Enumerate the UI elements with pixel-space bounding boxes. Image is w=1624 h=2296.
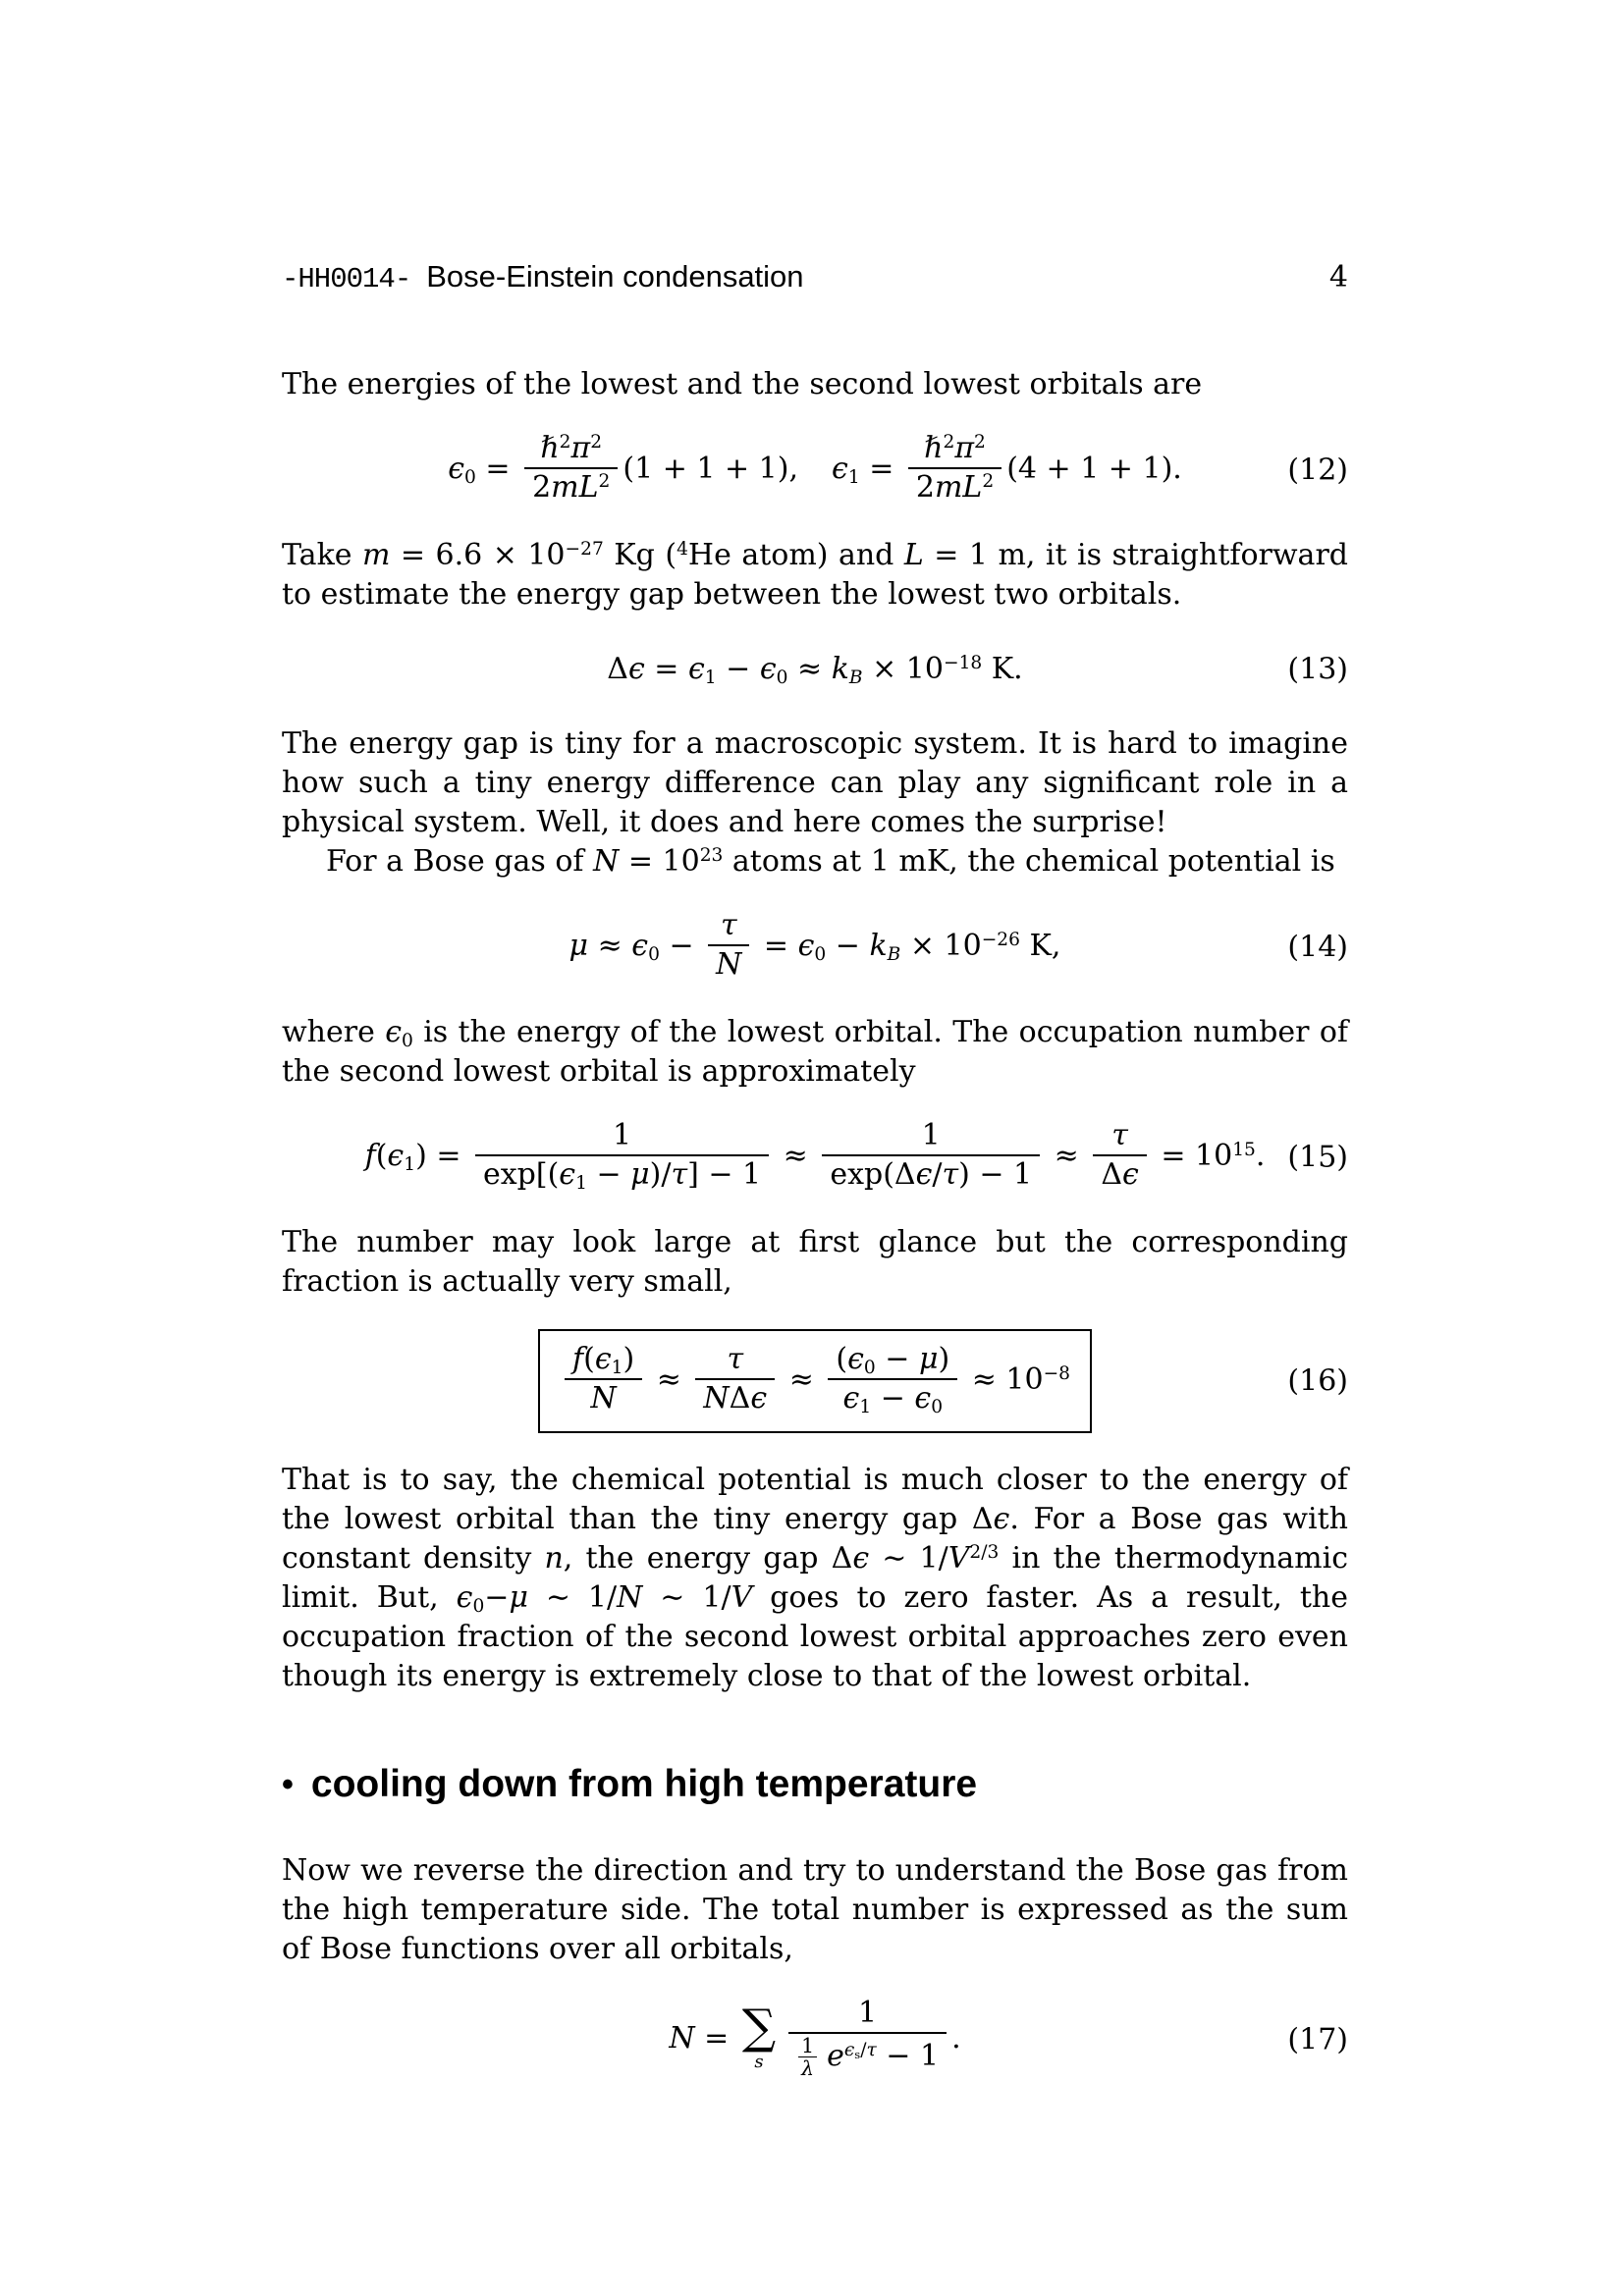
- superscript: 2: [590, 431, 603, 453]
- fraction: [1093, 1117, 1146, 1194]
- text-run: .: [951, 2020, 961, 2056]
- text-run: ≈: [1045, 1139, 1089, 1173]
- paragraph: [282, 365, 1348, 404]
- text-run: exp(Δ: [830, 1157, 916, 1192]
- paragraph: [282, 536, 1348, 614]
- superscript: 2: [982, 470, 995, 492]
- text-run: )/: [649, 1157, 672, 1192]
- superscript: 2/3: [969, 1541, 1000, 1563]
- text-run: K.: [982, 652, 1023, 686]
- text-run: × 10: [862, 652, 944, 686]
- subscript: 0: [648, 944, 660, 966]
- text-run: × 10: [900, 929, 982, 963]
- text-run: −: [875, 1342, 919, 1376]
- paragraph: [282, 724, 1348, 842]
- text-run: /: [860, 2039, 867, 2060]
- math-variable: ϵ: [594, 1342, 612, 1376]
- superscript: 23: [699, 844, 724, 866]
- math-variable: m: [361, 538, 391, 572]
- equation-number: (13): [1287, 652, 1348, 687]
- text-run: For a Bose gas of: [326, 844, 594, 879]
- math-variable: ϵ: [448, 452, 464, 486]
- fraction-denominator: [524, 469, 618, 507]
- text-run: −: [586, 1157, 631, 1192]
- equation: [282, 1329, 1348, 1433]
- running-head: [282, 257, 804, 302]
- subscript: 0: [472, 1596, 485, 1618]
- math-variable: ϵ: [387, 1139, 405, 1173]
- section-heading: [282, 1763, 1348, 1806]
- text-run: −: [716, 652, 760, 686]
- subscript: 1: [575, 1173, 587, 1195]
- fraction-denominator: [582, 1380, 623, 1417]
- math-variable: N: [669, 2020, 695, 2056]
- fraction: [828, 1341, 957, 1417]
- superscript: 2: [974, 431, 986, 453]
- subscript: 0: [814, 944, 827, 966]
- equation-body: [569, 909, 1061, 986]
- text-run: /: [932, 1157, 943, 1192]
- math-variable: τ: [671, 1157, 688, 1192]
- text-run: ): [623, 1342, 635, 1376]
- math-variable: ℏ: [924, 431, 944, 465]
- subscript: 0: [863, 1358, 876, 1379]
- text-run: =: [644, 652, 688, 686]
- paragraph: [282, 1013, 1348, 1092]
- fraction-denominator: [788, 2034, 947, 2081]
- math-variable: ϵ: [915, 1157, 933, 1192]
- subscript: 1: [847, 467, 860, 489]
- math-variable: N: [590, 1381, 617, 1415]
- subscript: 1: [404, 1154, 416, 1176]
- fraction-numerator: [916, 430, 994, 467]
- text-run: He atom) and: [687, 538, 904, 572]
- superscript: −18: [943, 652, 983, 673]
- math-variable: ϵ: [847, 1342, 864, 1376]
- subscript: [888, 944, 901, 965]
- text-run: is the energy of the lowest orbital. The occupation number of the second lowest orbital is approximately: [282, 1015, 1348, 1089]
- fraction: [475, 1117, 769, 1194]
- text-run: = 10: [1151, 1139, 1233, 1173]
- math-variable: N: [703, 1381, 730, 1415]
- fraction-numerator: [798, 2035, 817, 2056]
- math-variable: ϵ: [914, 1381, 932, 1415]
- math-variable: e: [827, 2038, 844, 2073]
- math-variable: N: [716, 947, 742, 982]
- math-variable: τ: [866, 2039, 877, 2060]
- subscript: [849, 667, 863, 688]
- text-run: (1 + 1 + 1),: [623, 452, 798, 486]
- text-run: ) =: [415, 1139, 470, 1173]
- math-variable: V: [731, 1580, 753, 1615]
- paragraph: [282, 1223, 1348, 1302]
- superscript: 2: [559, 431, 571, 453]
- text-run: in the thermodynamic limit. But,: [282, 1541, 1349, 1615]
- summation-icon: [741, 2000, 777, 2073]
- text-run: 2: [532, 470, 552, 505]
- text-run: =: [694, 2020, 738, 2056]
- fraction-numerator: [713, 907, 745, 944]
- equation: [282, 909, 1348, 986]
- equation: [282, 642, 1348, 697]
- text-run: ) − 1: [958, 1157, 1033, 1192]
- fraction-numerator: [565, 1341, 642, 1378]
- sigma-glyph: ∑: [741, 2000, 777, 2056]
- text-run: Δ: [729, 1381, 751, 1415]
- text-run: Kg (: [603, 538, 677, 572]
- fraction-numerator: [914, 1117, 948, 1154]
- text-run: − 1: [876, 2038, 940, 2073]
- paragraph: [282, 1851, 1348, 1969]
- fraction: [908, 430, 1001, 507]
- subscript: 0: [776, 667, 788, 689]
- text-run: (: [375, 1139, 388, 1173]
- math-variable: ϵ: [687, 652, 705, 686]
- text-run: = 10: [619, 844, 700, 879]
- fraction: [788, 1995, 947, 2081]
- text-run: .: [1255, 1139, 1266, 1173]
- math-variable: ϵ: [750, 1381, 768, 1415]
- fraction-denominator: [798, 2057, 817, 2079]
- math-variable: τ: [1111, 1118, 1128, 1152]
- math-variable: n: [544, 1541, 564, 1575]
- fraction-denominator: [1093, 1156, 1146, 1194]
- math-variable: L: [903, 538, 924, 572]
- superscript: 15: [1232, 1139, 1256, 1160]
- fraction: [695, 1341, 775, 1417]
- subscript: 0: [464, 467, 476, 489]
- equation: [282, 1997, 1348, 2083]
- math-variable: ϵ: [1121, 1157, 1139, 1192]
- text-run: =: [475, 452, 520, 486]
- equation-body: [669, 1997, 960, 2083]
- text-run: That is to say, the chemical potential is much closer to the energy of the lowest orbital than the tiny energy gap Δ: [282, 1463, 1348, 1536]
- text-run: 1: [921, 1118, 941, 1152]
- fraction: [524, 430, 618, 507]
- text-run: (4 + 1 + 1).: [1006, 452, 1182, 486]
- fraction-denominator: [908, 469, 1001, 507]
- fraction-numerator: [605, 1117, 639, 1154]
- text-run: (: [836, 1342, 848, 1376]
- text-run: 1: [858, 1996, 878, 2030]
- superscript: −8: [1043, 1362, 1070, 1384]
- text-run: −: [484, 1580, 510, 1615]
- math-variable: π: [954, 431, 975, 465]
- text-run: =: [754, 929, 798, 963]
- superscript: 4: [677, 538, 688, 560]
- math-variable: τ: [727, 1342, 744, 1376]
- equation: [282, 1119, 1348, 1196]
- text-run: −: [826, 929, 870, 963]
- math-variable: ϵ: [559, 1157, 576, 1192]
- text-run: ≈: [647, 1362, 691, 1397]
- fraction: [798, 2035, 817, 2080]
- fraction-numerator: [719, 1341, 751, 1378]
- text-run: ): [938, 1342, 950, 1376]
- math-variable: ϵ: [852, 1541, 870, 1575]
- subscript: 1: [704, 667, 717, 689]
- equation-body: [365, 1119, 1266, 1196]
- math-variable: N: [617, 1580, 643, 1615]
- equation-number: (14): [1287, 930, 1348, 965]
- math-variable: ϵ: [456, 1580, 473, 1615]
- fraction: [565, 1341, 642, 1417]
- math-variable: μ: [630, 1157, 650, 1192]
- text-run: , the energy gap Δ: [563, 1541, 853, 1575]
- document-title: Bose-Einstein condensation: [426, 259, 804, 294]
- math-variable: ℏ: [540, 431, 560, 465]
- equation-number: (12): [1287, 453, 1348, 488]
- equation-body: [448, 432, 1182, 508]
- subscript: 1: [611, 1358, 623, 1379]
- text-run: Δ: [1101, 1157, 1122, 1192]
- fraction-denominator: [475, 1156, 769, 1194]
- subscript: 1: [859, 1397, 872, 1418]
- text-run: 1: [801, 2034, 815, 2057]
- math-variable: ϵ: [759, 652, 777, 686]
- math-variable: ϵ: [843, 2039, 855, 2060]
- summation-index: s: [754, 2052, 764, 2073]
- text-run: = 6.6 × 10: [390, 538, 566, 572]
- text-run: The energy gap is tiny for a macroscopic system. It is hard to imagine how such a tiny energy difference can play any significant role in a physical system. Well, it does and here comes the surprise!: [282, 726, 1348, 839]
- course-code: -HH0014-: [282, 263, 411, 295]
- text-run: ≈: [588, 929, 632, 963]
- fraction-numerator: [828, 1341, 957, 1378]
- superscript: −26: [981, 929, 1020, 950]
- math-variable: N: [593, 844, 620, 879]
- text-run: ≈ 10: [962, 1362, 1044, 1397]
- math-variable: μ: [568, 929, 589, 963]
- text-run: ∼ 1/: [527, 1580, 618, 1615]
- math-variable: B: [848, 667, 863, 689]
- subscript: 0: [931, 1397, 944, 1418]
- math-variable: ϵ: [842, 1381, 860, 1415]
- superscript: −27: [565, 538, 604, 560]
- math-variable: mL: [551, 470, 599, 505]
- equation-body: [607, 650, 1022, 689]
- equation-number: (15): [1287, 1140, 1348, 1175]
- math-variable: ϵ: [385, 1015, 403, 1049]
- text-run: =: [859, 452, 903, 486]
- text-run: ∼ 1/: [642, 1580, 731, 1615]
- bullet-icon: •: [282, 1765, 294, 1803]
- fraction: [708, 907, 749, 984]
- math-variable: μ: [509, 1580, 528, 1615]
- text-run: K,: [1019, 929, 1061, 963]
- text-run: atoms at 1 mK, the chemical potential is: [723, 844, 1335, 879]
- math-variable: V: [947, 1541, 970, 1575]
- page-header: [282, 257, 1348, 302]
- fraction-numerator: [532, 430, 610, 467]
- text-run: The energies of the lowest and the second lowest orbitals are: [282, 367, 1203, 401]
- text-run: −: [871, 1381, 915, 1415]
- math-variable: mL: [934, 470, 983, 505]
- section-heading-label: cooling down from high temperature: [310, 1763, 978, 1805]
- fraction-numerator: [1104, 1117, 1136, 1154]
- text-run: where: [282, 1015, 386, 1049]
- text-run: (: [583, 1342, 595, 1376]
- fraction-denominator: [836, 1380, 951, 1417]
- math-variable: k: [869, 929, 888, 963]
- text-run: ≈: [787, 652, 832, 686]
- text-run: Δ: [607, 652, 628, 686]
- math-variable: ϵ: [797, 929, 815, 963]
- text-run: 2: [915, 470, 935, 505]
- math-variable: ϵ: [631, 929, 649, 963]
- equation-number: (16): [1287, 1363, 1348, 1399]
- math-variable: λ: [801, 2056, 815, 2081]
- math-variable: ϵ: [993, 1502, 1010, 1536]
- text-column: [282, 0, 1348, 2110]
- superscript: [844, 2040, 877, 2060]
- paragraph: [282, 1461, 1348, 1696]
- paragraph: [282, 842, 1348, 881]
- text-run: ] − 1: [687, 1157, 762, 1192]
- boxed-equation-body: [538, 1329, 1092, 1433]
- fraction-numerator: [850, 1995, 885, 2032]
- text-run: . For a Bose gas with constant density: [282, 1502, 1348, 1575]
- subscript: s: [854, 2047, 861, 2061]
- math-variable: f: [364, 1139, 376, 1173]
- fraction-denominator: [708, 946, 749, 984]
- fraction: [822, 1117, 1040, 1194]
- superscript: 2: [598, 470, 611, 492]
- equation-number: (17): [1287, 2022, 1348, 2057]
- superscript: 2: [943, 431, 955, 453]
- equation: [282, 432, 1348, 508]
- text-run: The number may look large at first glance but the corresponding fraction is actually very small,: [282, 1225, 1348, 1299]
- fraction-denominator: [695, 1380, 775, 1417]
- math-variable: τ: [942, 1157, 959, 1192]
- page-number: 4: [1328, 260, 1348, 294]
- fraction-denominator: [822, 1156, 1040, 1194]
- math-variable: f: [572, 1342, 584, 1376]
- math-variable: τ: [720, 908, 737, 942]
- text-run: ≈: [774, 1139, 818, 1173]
- math-variable: ϵ: [832, 452, 848, 486]
- text-run: Take: [282, 538, 362, 572]
- math-variable: k: [831, 652, 849, 686]
- text-run: 1: [613, 1118, 632, 1152]
- text-run: Now we reverse the direction and try to understand the Bose gas from the high temperature side. The total number is expressed as the sum of Bose functions over all orbitals,: [282, 1853, 1348, 1966]
- math-variable: ϵ: [627, 652, 645, 686]
- text-run: exp[(: [483, 1157, 560, 1192]
- text-run: = 1 m, it is straightforward to estimate the energy gap between the lowest two orbitals.: [282, 538, 1348, 612]
- text-run: ≈: [780, 1362, 824, 1397]
- math-variable: π: [570, 431, 591, 465]
- text-run: goes to zero faster. As a result, the occupation fraction of the second lowest orbital approaches zero even though its energy is extremely close to that of the lowest orbital.: [282, 1580, 1348, 1693]
- document-body: [282, 302, 1348, 2083]
- text-run: −: [659, 929, 704, 963]
- math-variable: μ: [918, 1342, 939, 1376]
- subscript: 0: [402, 1031, 413, 1052]
- math-variable: B: [887, 944, 901, 966]
- text-run: ∼ 1/: [869, 1541, 948, 1575]
